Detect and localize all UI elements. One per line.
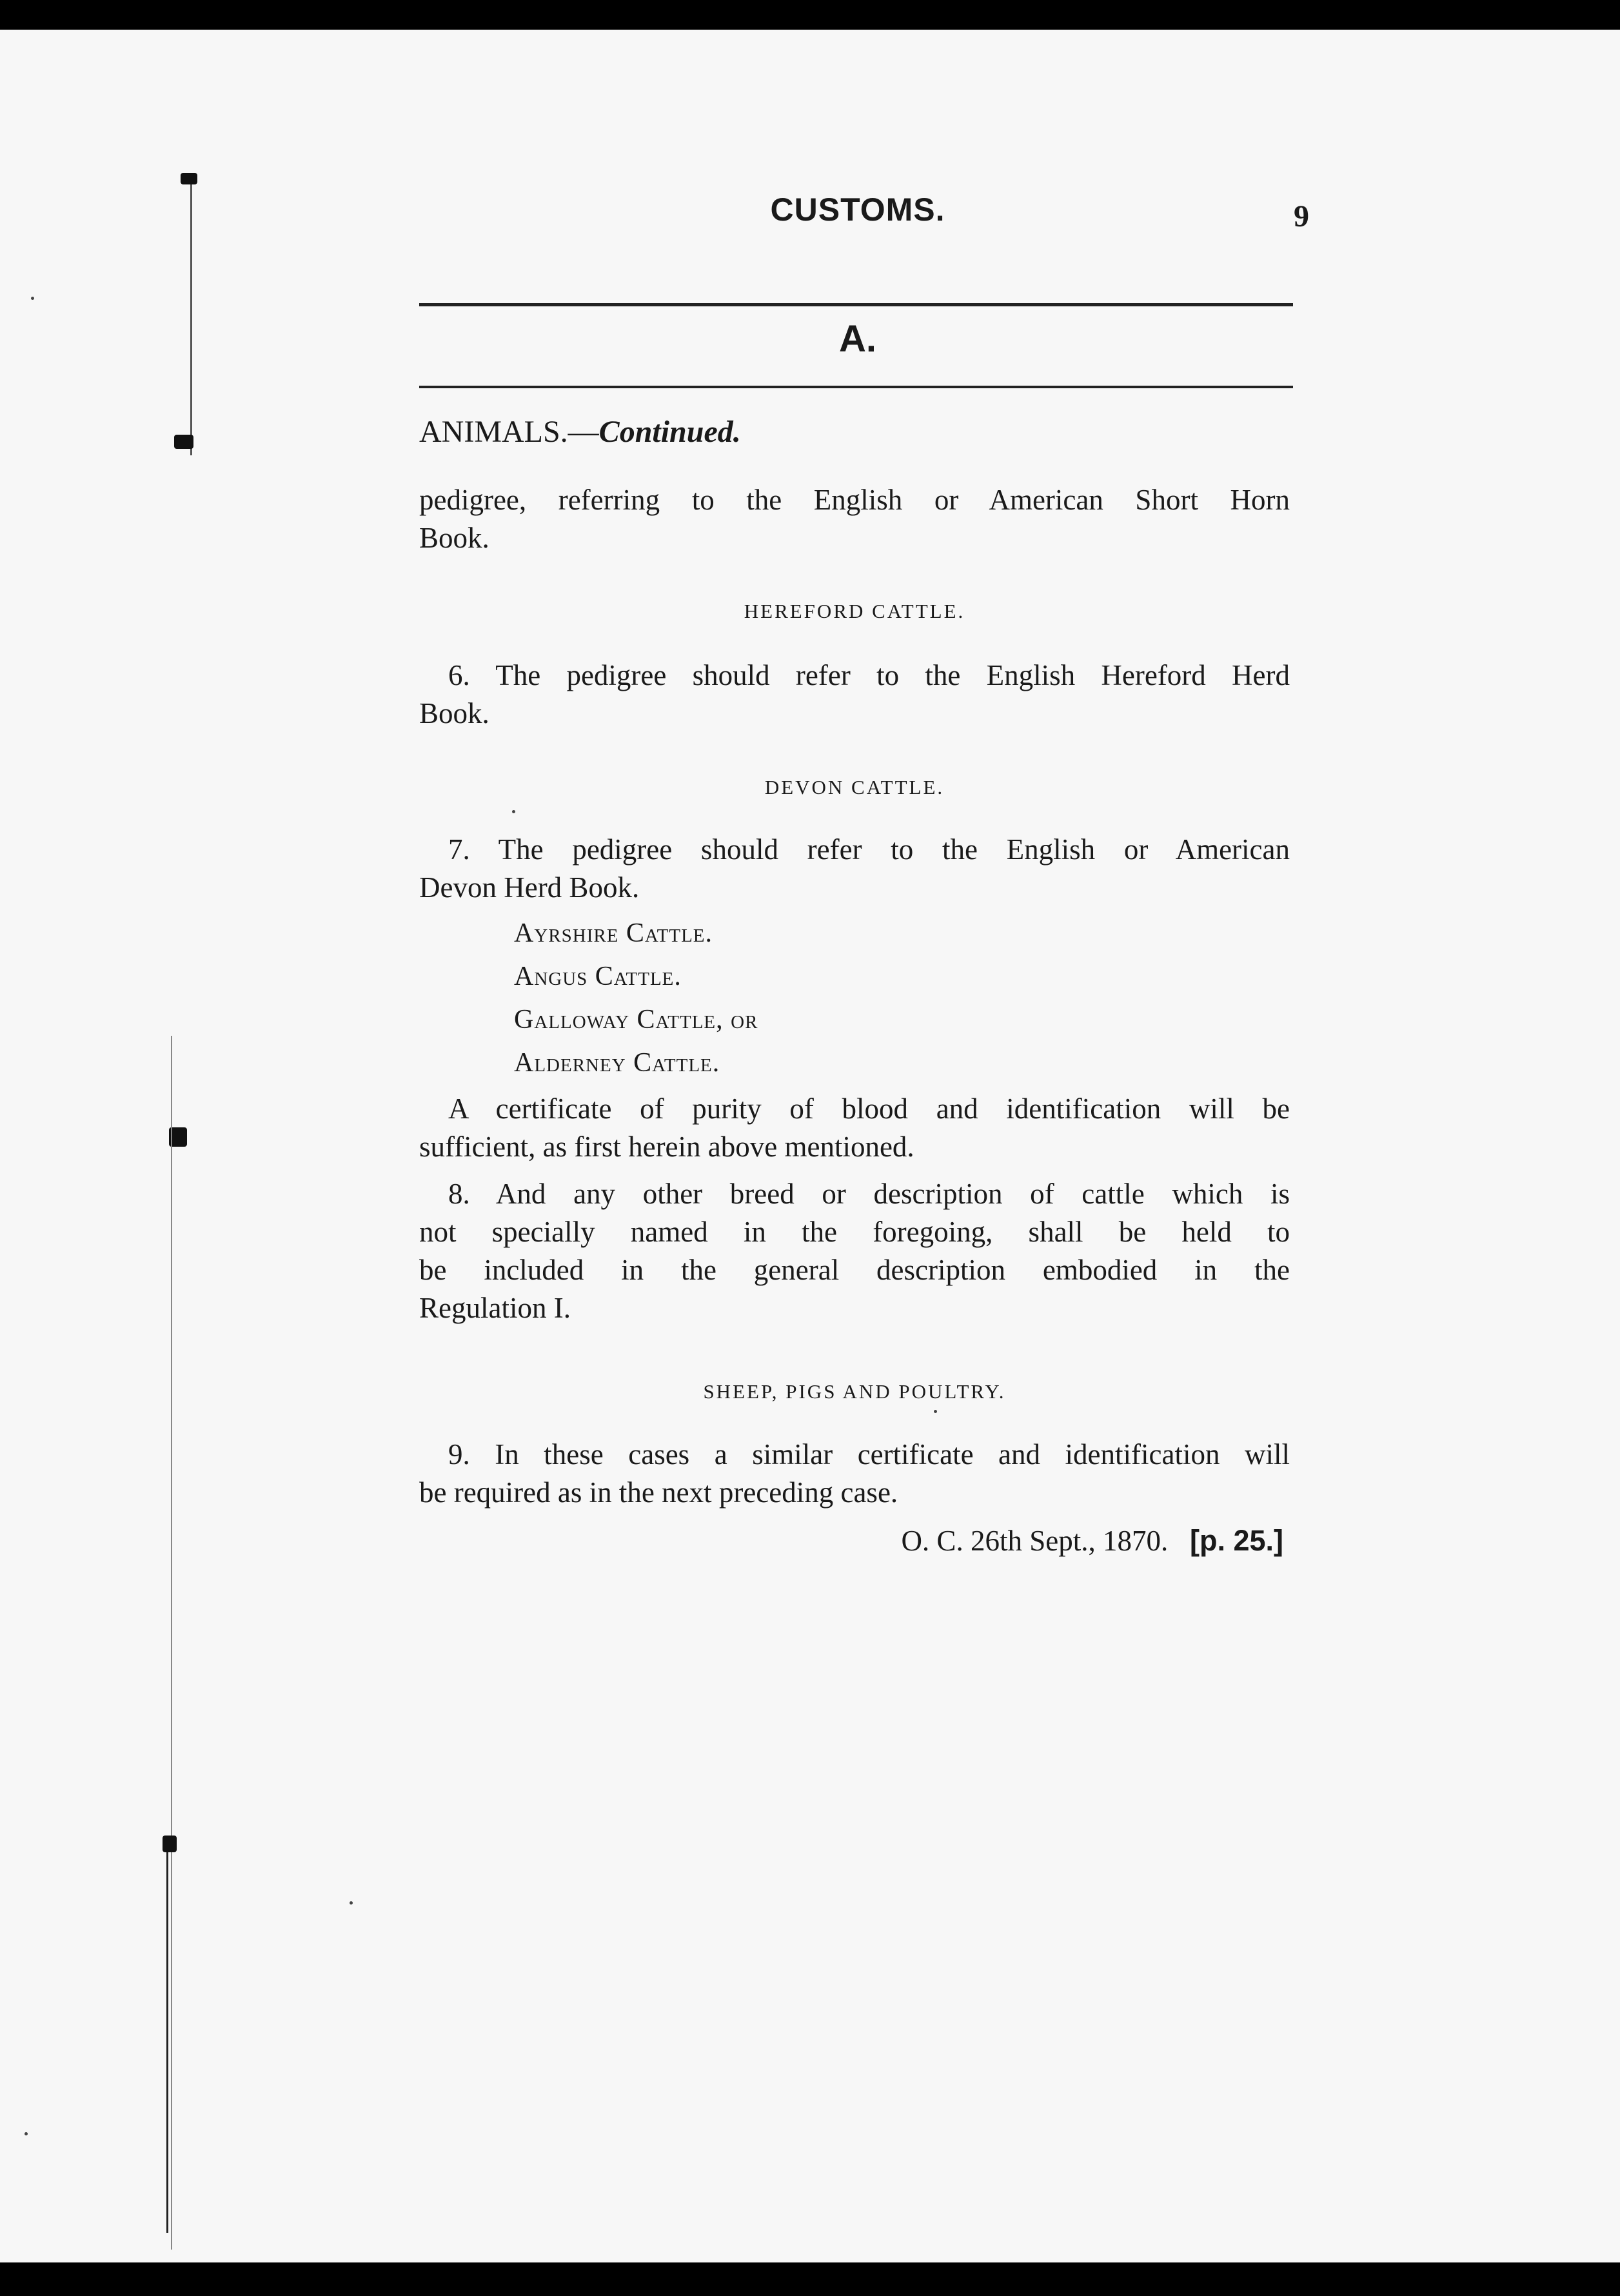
continuation-title-main: ANIMALS.— xyxy=(419,415,599,449)
hereford-heading: HEREFORD CATTLE. xyxy=(744,600,965,622)
binding-thread xyxy=(190,184,192,455)
sheep-heading: SHEEP, PIGS AND POULTRY. xyxy=(703,1380,1006,1403)
breed-item: Alderney Cattle. xyxy=(514,1048,720,1078)
text-line: A certificate of purity of blood and identification will be xyxy=(448,1093,1290,1125)
text-line: 8. And any other breed or description of cattle which is xyxy=(448,1178,1290,1210)
citation-page-ref: [p. 25.] xyxy=(1189,1524,1283,1557)
binding-knot xyxy=(174,435,193,449)
breed-item: Galloway Cattle, or xyxy=(514,1005,758,1034)
running-title: CUSTOMS. xyxy=(770,192,945,228)
binding-knot xyxy=(181,173,197,184)
page-number: 9 xyxy=(1294,199,1309,233)
paper-speck xyxy=(31,297,34,300)
text-line: be included in the general description embodied in the xyxy=(419,1254,1290,1286)
section-letter: A. xyxy=(839,318,876,360)
paper-speck xyxy=(512,810,515,813)
citation xyxy=(774,1524,1283,1558)
text-line: sufficient, as first herein above mentioned. xyxy=(419,1131,914,1163)
top-rule xyxy=(419,303,1293,306)
binding-knot xyxy=(163,1836,177,1852)
bottom-rule xyxy=(419,386,1293,388)
continuation-title xyxy=(419,413,1290,451)
sheep-paragraph xyxy=(419,1436,1290,1512)
scan-border-top xyxy=(0,0,1620,30)
text-line: 9. In these cases a similar certificate and identification will xyxy=(448,1438,1290,1470)
devon-heading: DEVON CATTLE. xyxy=(764,776,945,798)
scan-border-bottom xyxy=(0,2262,1620,2296)
text-line: Book. xyxy=(419,697,489,729)
citation-order: O. C. 26th Sept., 1870. xyxy=(901,1525,1169,1557)
text-line: pedigree, referring to the English or American Short Horn xyxy=(419,484,1290,516)
text-line: be required as in the next preceding case. xyxy=(419,1476,898,1509)
text-line: not specially named in the foregoing, shall be held to xyxy=(419,1216,1290,1248)
continuation-paragraph xyxy=(419,481,1290,557)
binding-thread xyxy=(166,1852,168,2233)
text-line: Devon Herd Book. xyxy=(419,871,640,904)
hereford-paragraph xyxy=(419,657,1290,733)
binding-thread xyxy=(171,1036,172,2250)
paper-speck xyxy=(934,1410,937,1413)
continuation-title-italic: Continued. xyxy=(598,415,741,449)
text-line: Book. xyxy=(419,522,489,554)
text-line: Regulation I. xyxy=(419,1292,571,1324)
breed-item: Angus Cattle. xyxy=(514,962,682,991)
text-line: 6. The pedigree should refer to the English Hereford Herd xyxy=(448,659,1290,691)
text-line: 7. The pedigree should refer to the English or American xyxy=(448,833,1290,866)
breed-item: Ayrshire Cattle. xyxy=(514,918,713,948)
paper-speck xyxy=(350,1901,353,1905)
devon-paragraph xyxy=(419,831,1290,907)
certificate-paragraph xyxy=(419,1090,1290,1166)
other-breeds-paragraph xyxy=(419,1175,1290,1327)
paper-speck xyxy=(25,2132,28,2135)
